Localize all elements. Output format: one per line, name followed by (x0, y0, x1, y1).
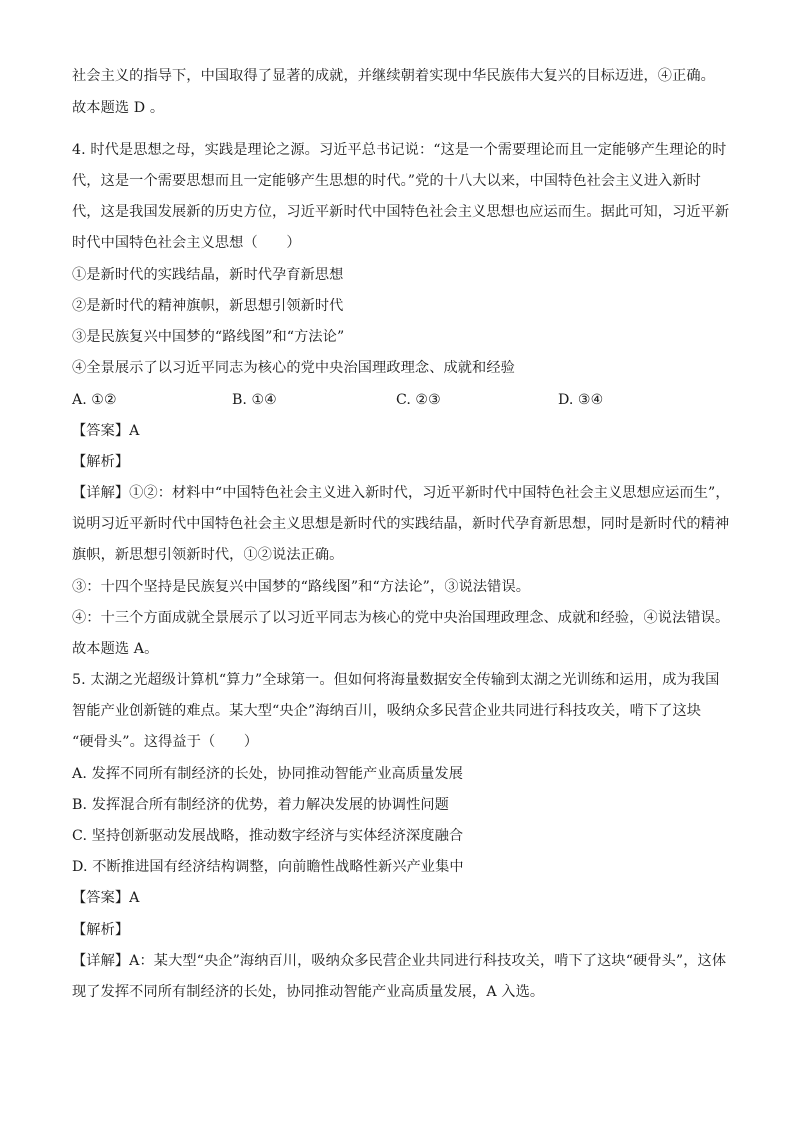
q5-stem-line: 5. 太湖之光超级计算机“算力”全球第一。但如何将海量数据安全传输到太湖之光训练和运用，成为我国 (72, 672, 720, 688)
q4-answer: 【答案】A (72, 423, 140, 439)
q4-detail-line: ④：十三个方面成就全景展示了以习近平同志为核心的党中央治国理政理念、成就和经验，④说法错误。 (72, 610, 730, 626)
q5-option-c: C. 坚持创新驱动发展战略，推动数字经济与实体经济深度融合 (72, 828, 464, 844)
prev-text-line: 社会主义的指导下，中国取得了显著的成就，并继续朝着实现中华民族伟大复兴的目标迈进，④正确。 (72, 68, 715, 84)
q4-conclusion: 故本题选 A。 (72, 641, 159, 657)
q5-option-d: D. 不断推进国有经济结构调整，向前瞻性战略性新兴产业集中 (72, 859, 464, 875)
q4-analysis-label: 【解析】 (72, 454, 130, 470)
prev-conclusion: 故本题选 D 。 (72, 100, 165, 116)
q4-stem-line: 时代中国特色社会主义思想（ ） (72, 235, 301, 251)
q4-option-d: D. ③④ (558, 392, 604, 408)
q5-stem-line: 智能产业创新链的难点。某大型“央企”海纳百川，吸纳众多民营企业共同进行科技攻关，啃下了这块 (72, 703, 702, 719)
q4-item: ②是新时代的精神旗帜，新思想引领新时代 (72, 298, 344, 314)
q4-detail-line: ③：十四个坚持是民族复兴中国梦的“路线图”和“方法论”，③说法错误。 (72, 579, 531, 595)
q5-detail-line: 现了发挥不同所有制经济的长处，协同推动智能产业高质量发展，A 入选。 (72, 984, 545, 1000)
q5-detail-line: 【详解】A：某大型“央企”海纳百川，吸纳众多民营企业共同进行科技攻关，啃下了这块“硬骨头”，这体 (72, 953, 727, 969)
q4-stem-line: 代，这是我国发展新的历史方位，习近平新时代中国特色社会主义思想也应运而生。据此可知，习近平新 (72, 204, 730, 220)
q4-stem-line: 4. 时代是思想之母，实践是理论之源。习近平总书记说：“这是一个需要理论而且一定能够产生理论的时 (72, 142, 727, 158)
q4-detail-line: 旗帜，新思想引领新时代，①②说法正确。 (72, 547, 344, 563)
q4-item: ①是新时代的实践结晶，新时代孕育新思想 (72, 267, 344, 283)
q4-stem-line: 代，这是一个需要思想而且一定能够产生思想的时代。”党的十八大以来，中国特色社会主义进入新时 (72, 173, 701, 189)
q4-detail-line: 【详解】①②：材料中“中国特色社会主义进入新时代，习近平新时代中国特色社会主义思想应运而生”， (72, 485, 730, 501)
q5-analysis-label: 【解析】 (72, 922, 130, 938)
q4-option-b: B. ①④ (232, 392, 277, 408)
q5-option-b: B. 发挥混合所有制经济的优势，着力解决发展的协调性问题 (72, 797, 449, 813)
q5-option-a: A. 发挥不同所有制经济的长处，协同推动智能产业高质量发展 (72, 766, 464, 782)
q4-item: ③是民族复兴中国梦的“路线图”和“方法论” (72, 329, 345, 345)
q4-option-a: A. ①② (72, 392, 117, 408)
q4-option-c: C. ②③ (396, 392, 441, 408)
q4-detail-line: 说明习近平新时代中国特色社会主义思想是新时代的实践结晶，新时代孕育新思想，同时是新时代的精神 (72, 516, 730, 532)
q4-item: ④全景展示了以习近平同志为核心的党中央治国理政理念、成就和经验 (72, 360, 515, 376)
q5-stem-line: “硬骨头”。这得益于（ ） (72, 734, 259, 750)
q5-answer: 【答案】A (72, 890, 140, 906)
